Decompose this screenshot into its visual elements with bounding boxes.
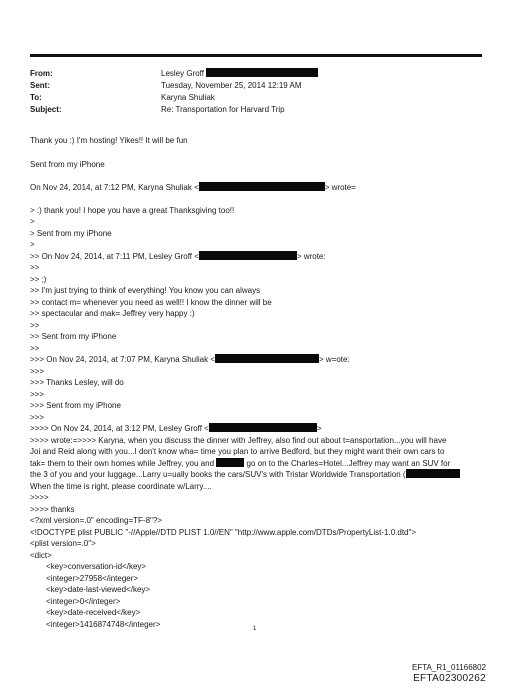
subject-value: Re: Transportation for Harvard Trip bbox=[161, 105, 285, 114]
body-text: > wrote: bbox=[296, 252, 326, 261]
body-line bbox=[30, 354, 350, 365]
body-line: <key>date-received</key> bbox=[46, 608, 141, 617]
redaction-box bbox=[216, 458, 244, 467]
body-text: On Nov 24, 2014, at 7:12 PM, Karyna Shuliak < bbox=[30, 183, 199, 192]
body-line: <!DOCTYPE plist PUBLIC "-//Apple//DTD PLIST 1.0//EN" "http://www.apple.com/DTDs/PropertyList-1.0.dtd"> bbox=[30, 528, 417, 537]
body-line: >>> bbox=[30, 413, 45, 422]
body-line bbox=[30, 469, 460, 480]
footer-id-secondary: EFTA02300262 bbox=[413, 673, 486, 684]
body-line: When the time is right, please coordinate w/Larry.... bbox=[30, 482, 212, 491]
body-line: >> ;) bbox=[30, 275, 47, 284]
body-line: <?xml version=.0" encoding=TF-8"?> bbox=[30, 516, 162, 525]
body-line: >>> bbox=[30, 367, 45, 376]
header-rule bbox=[30, 54, 482, 57]
body-text: tak= them to their own homes while Jeffrey, you and bbox=[30, 459, 215, 468]
body-line: <key>date-last-viewed</key> bbox=[46, 585, 151, 594]
body-line: >> spectacular and mak= Jeffrey very happy :) bbox=[30, 309, 195, 318]
body-line: <integer>1416874748</integer> bbox=[46, 620, 161, 629]
redaction-box bbox=[206, 68, 318, 77]
body-line: > Sent from my iPhone bbox=[30, 229, 112, 238]
redaction-box bbox=[406, 469, 460, 478]
body-line: <key>conversation-id</key> bbox=[46, 562, 147, 571]
body-line: >> bbox=[30, 321, 40, 330]
body-line: >> I'm just trying to think of everything! You know you can always bbox=[30, 286, 261, 295]
body-line: >>>> thanks bbox=[30, 505, 75, 514]
body-line bbox=[30, 458, 450, 469]
body-line bbox=[30, 251, 326, 262]
body-text: >> On Nov 24, 2014, at 7:11 PM, Lesley Groff < bbox=[30, 252, 199, 261]
subject-label: Subject: bbox=[30, 105, 62, 114]
body-line: >>> bbox=[30, 390, 45, 399]
sender-name: Lesley Groff bbox=[161, 69, 204, 78]
body-line: <integer>27958</integer> bbox=[46, 574, 139, 583]
body-line: <integer>0</integer> bbox=[46, 597, 121, 606]
to-label: To: bbox=[30, 93, 42, 102]
redaction-box bbox=[199, 251, 297, 260]
body-line: > bbox=[30, 217, 35, 226]
redaction-box bbox=[199, 182, 325, 191]
body-line: >>> Thanks Lesley, will do bbox=[30, 378, 124, 387]
body-line: >>>> wrote:=>>>> Karyna, when you discuss the dinner with Jeffrey, also find out about t=ansportation...you will have bbox=[30, 436, 447, 445]
body-line: Sent from my iPhone bbox=[30, 160, 105, 169]
body-line: > bbox=[30, 240, 35, 249]
body-text: > wrote= bbox=[324, 183, 356, 192]
body-text: >>>> On Nov 24, 2014, at 3:12 PM, Lesley Groff < bbox=[30, 424, 209, 433]
body-line: >> bbox=[30, 344, 40, 353]
body-line: Thank you :) I'm hosting! Yikes!! It will be fun bbox=[30, 136, 188, 145]
body-line: >> bbox=[30, 263, 40, 272]
body-line bbox=[30, 182, 356, 193]
body-text: > w=ote: bbox=[319, 355, 350, 364]
body-line: >>>> bbox=[30, 493, 49, 502]
body-line: >>> Sent from my iPhone bbox=[30, 401, 121, 410]
body-line: >> contact m= whenever you need as well!! I know the dinner will be bbox=[30, 298, 272, 307]
from-value bbox=[161, 68, 318, 80]
footer-id-primary: EFTA_R1_01166802 bbox=[412, 663, 486, 672]
body-line: Joi and Reid along with you...I don't know wha= time you plan to arrive Bedford, but they might want their own cars to bbox=[30, 447, 445, 456]
sent-value: Tuesday, November 25, 2014 12:19 AM bbox=[161, 81, 302, 90]
from-label: From: bbox=[30, 69, 53, 78]
body-line: <plist version=.0"> bbox=[30, 539, 96, 548]
redaction-box bbox=[209, 423, 317, 432]
body-text: go on to the Charles=Hotel...Jeffrey may want an SUV for bbox=[246, 459, 451, 468]
body-line: >> Sent from my iPhone bbox=[30, 332, 117, 341]
to-value: Karyna Shuliak bbox=[161, 93, 215, 102]
body-text: >>> On Nov 24, 2014, at 7:07 PM, Karyna Shuliak < bbox=[30, 355, 216, 364]
sent-label: Sent: bbox=[30, 81, 50, 90]
body-line: <dict> bbox=[30, 551, 52, 560]
page-number: 1 bbox=[253, 626, 257, 632]
body-line bbox=[30, 423, 322, 434]
redaction-box bbox=[215, 354, 319, 363]
body-text: the 3 of you and your luggage...Larry u=ually books the cars/SUV's with Tristar Worldwide Transportation ( bbox=[30, 470, 406, 479]
body-line: > :) thank you! I hope you have a great Thanksgiving too!! bbox=[30, 206, 235, 215]
body-text: > bbox=[316, 424, 322, 433]
